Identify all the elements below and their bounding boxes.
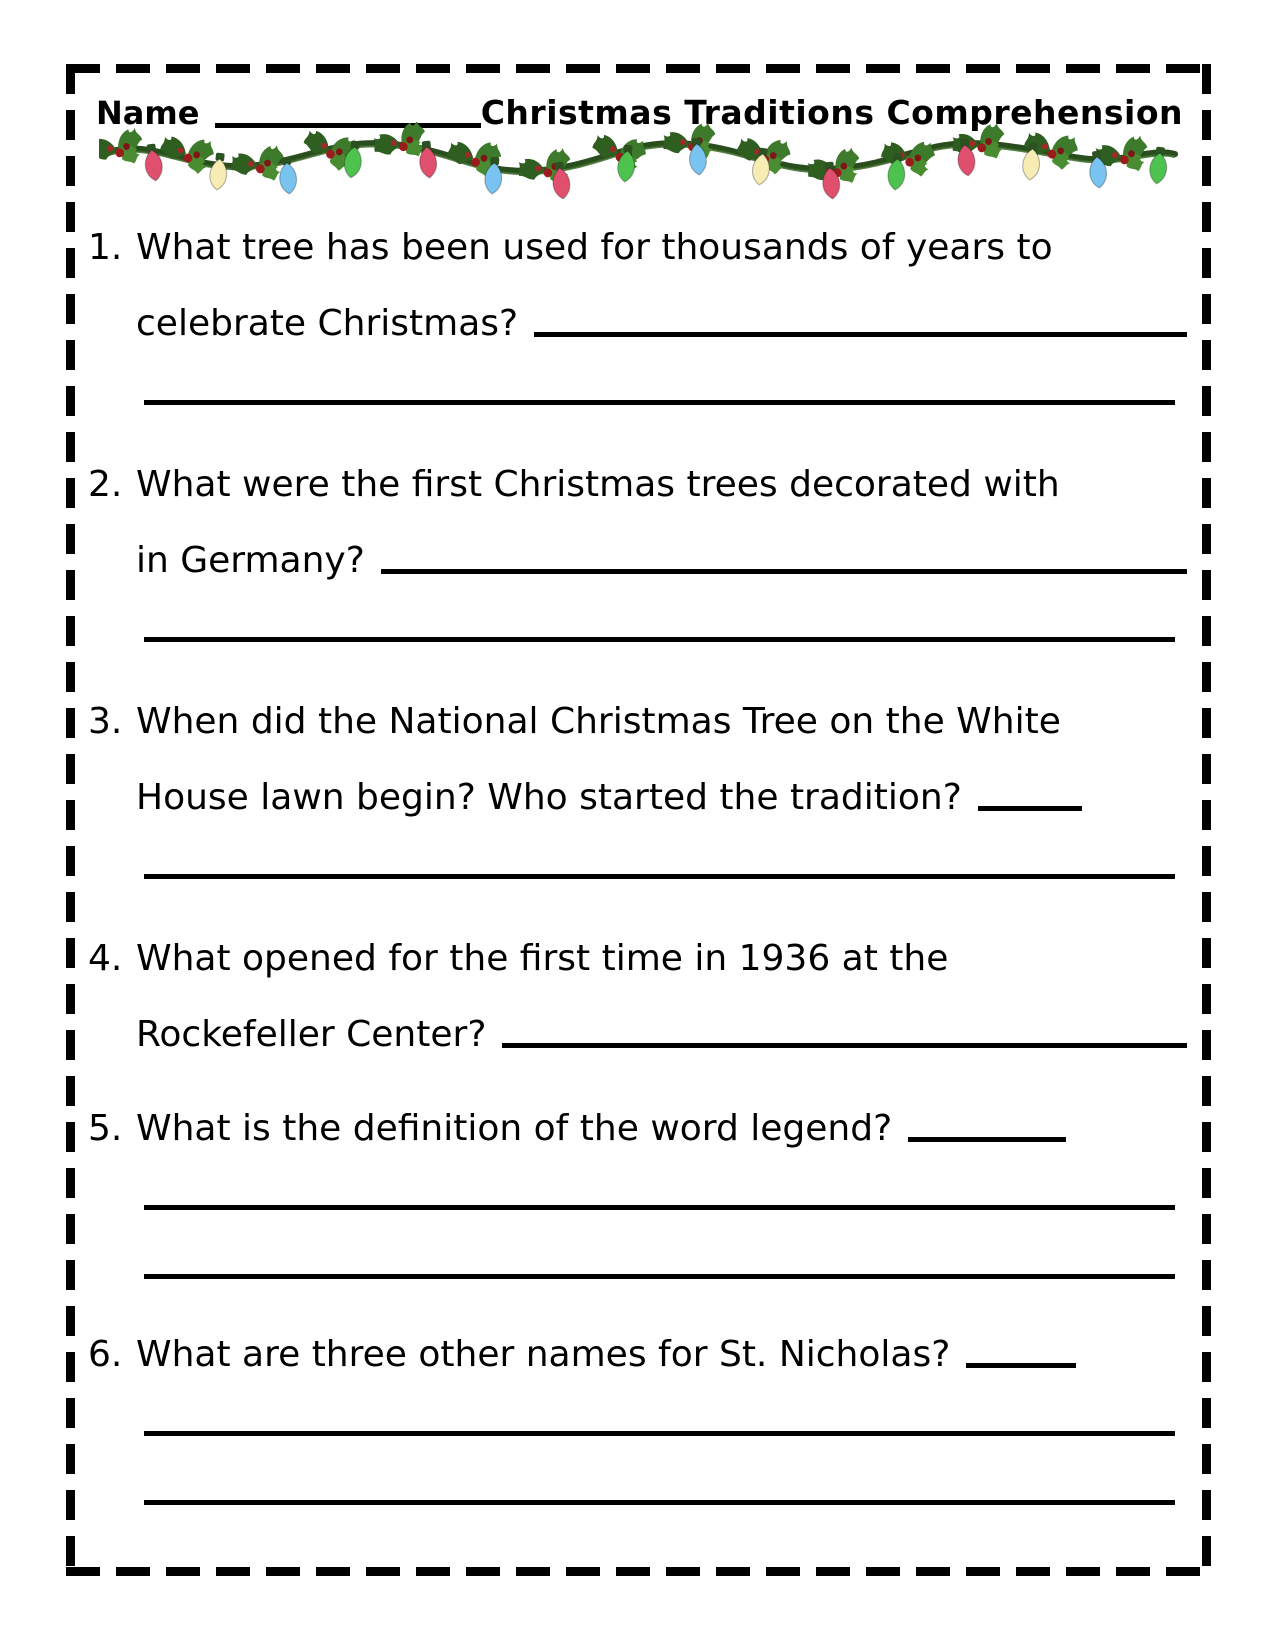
- page-border-left: [66, 64, 75, 1576]
- question-1: [88, 210, 1191, 405]
- header-row: [96, 94, 1185, 132]
- question-6: [88, 1317, 1191, 1505]
- name-label: Name: [96, 94, 200, 133]
- question-5: [88, 1091, 1191, 1279]
- question-1-answer-line[interactable]: [144, 400, 1175, 405]
- questions-list: [88, 210, 1191, 1505]
- question-4-text-line-1: What opened for the first time in 1936 at the: [136, 938, 949, 980]
- question-3: [88, 684, 1191, 879]
- question-6-answer-blank[interactable]: [966, 1342, 1076, 1368]
- question-1-text-line-1: What tree has been used for thousands of years to: [136, 227, 1053, 269]
- worksheet-title: Christmas Traditions Comprehension: [480, 93, 1183, 132]
- question-4-number: 4.: [88, 938, 123, 980]
- page-border-bottom: [66, 1567, 1211, 1576]
- question-2-answer-blank[interactable]: [381, 548, 1187, 574]
- question-2-number: 2.: [88, 464, 123, 506]
- question-5-answer-line-1[interactable]: [144, 1205, 1175, 1210]
- question-1-answer-blank[interactable]: [534, 311, 1187, 337]
- question-6-text-line-1: What are three other names for St. Nicholas?: [136, 1334, 951, 1376]
- page-border-top: [66, 64, 1211, 73]
- question-3-answer-blank[interactable]: [978, 785, 1082, 811]
- question-1-text-line-2: celebrate Christmas?: [136, 303, 519, 345]
- name-blank-line[interactable]: [215, 118, 480, 128]
- question-6-answer-line-2[interactable]: [144, 1500, 1175, 1505]
- question-3-number: 3.: [88, 701, 123, 743]
- question-4: [88, 921, 1191, 1073]
- question-2-answer-line[interactable]: [144, 637, 1175, 642]
- question-5-answer-line-2[interactable]: [144, 1274, 1175, 1279]
- question-3-text-line-2: House lawn begin? Who started the tradition?: [136, 777, 962, 819]
- question-1-number: 1.: [88, 227, 123, 269]
- christmas-lights-garland: [99, 122, 1179, 208]
- question-3-text-line-1: When did the National Christmas Tree on the White: [136, 701, 1061, 743]
- christmas-light-bulb: [208, 152, 228, 191]
- question-4-text-line-2: Rockefeller Center?: [136, 1014, 487, 1056]
- page-border-right: [1202, 64, 1211, 1576]
- question-2-text-line-1: What were the first Christmas trees decorated with: [136, 464, 1060, 506]
- question-2: [88, 447, 1191, 642]
- question-5-number: 5.: [88, 1108, 123, 1150]
- worksheet-frame: [66, 64, 1211, 1576]
- question-2-text-line-2: in Germany?: [136, 540, 365, 582]
- question-4-answer-blank[interactable]: [502, 1022, 1187, 1048]
- question-5-answer-blank[interactable]: [908, 1116, 1066, 1142]
- question-3-answer-line[interactable]: [144, 874, 1175, 879]
- question-5-text-line-1: What is the definition of the word legend?: [136, 1108, 893, 1150]
- question-6-answer-line-1[interactable]: [144, 1431, 1175, 1436]
- question-6-number: 6.: [88, 1334, 123, 1376]
